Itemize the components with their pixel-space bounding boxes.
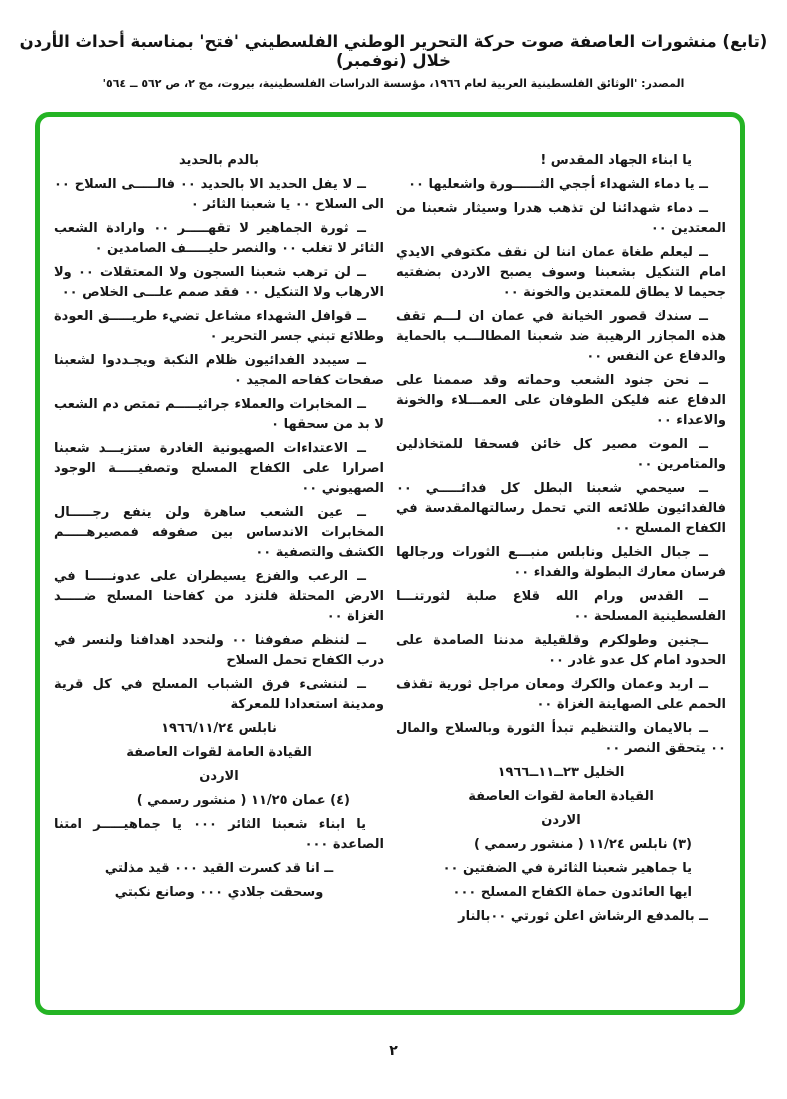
paragraph: ــ عين الشعب ساهرة ولن ينفع رجـــــال المخابرات الاندساس بين صفوفه فمصيرهـــــم الكشف والتصفية ٠٠ xyxy=(54,505,384,560)
paragraph: ــ لا يفل الحديد الا بالحديد ٠٠ فالـــــى السلاح ٠٠ الى السلاح ٠٠ يا شعبنا الثائر ٠ xyxy=(54,177,384,212)
left-column xyxy=(54,151,384,1010)
paragraph: ــ الاعتداءات الصهيونية الغادرة ستزيـــد شعبنا اصرارا على الكفاح المسلح وتصفيـــــة الوجود الصهيوني ٠٠ xyxy=(54,441,384,496)
paragraph: يا جماهير شعبنا الثائرة في الضفتين ٠٠ xyxy=(442,861,692,876)
paragraph: يا ابناء الجهاد المقدس ! xyxy=(540,153,692,168)
paragraph: ــ ليعلم طغاة عمان اننا لن نقف مكتوفي الايدي امام التنكيل بشعبنا وسوف يصبح الاردن بضفتيه جحيما لا يطاق للمعتدين والخونة ٠٠ xyxy=(396,245,726,300)
paragraph: ايها العائدون حماة الكفاح المسلح ٠٠٠ xyxy=(452,885,692,900)
paragraph: ــ بالايمان والتنظيم تبدأ الثورة وبالسلاح والمال ٠٠ يتحقق النصر ٠٠ xyxy=(396,721,726,756)
document-frame xyxy=(35,112,745,1015)
header-source: المصدر: 'الوثائق الفلسطينية العربية لعام ١٩٦٦، مؤسسة الدراسات الفلسطينية، بيروت، مج ٢، ص ٥٦٢ ــ ٥٦٤' xyxy=(102,77,685,90)
document-columns xyxy=(54,151,726,1010)
page-number: ٢ xyxy=(389,1043,398,1059)
right-column xyxy=(396,151,726,1010)
paragraph: ــ انا قد كسرت القيد ٠٠٠ قيد مذلتي xyxy=(104,861,334,876)
paragraph: القيادة العامة لقوات العاصفة xyxy=(468,789,654,804)
page-header xyxy=(0,32,787,90)
paragraph: ــجنين وطولكرم وقلقيلية مدننا الصامدة على الحدود امام كل عدو غادر ٠٠ xyxy=(396,633,726,668)
paragraph: الاردن xyxy=(199,769,239,784)
paragraph: ــ ثورة الجماهير لا تقهـــــر ٠٠ وارادة الشعب الثائر لا تغلب ٠٠ والنصر حليـــــف الصامدين ٠ xyxy=(54,221,384,256)
paragraph: الخليل ٢٣ــ١١ــ١٩٦٦ xyxy=(497,765,625,780)
paragraph: نابلس ١٩٦٦/١١/٢٤ xyxy=(161,721,277,736)
paragraph: ــ جبال الخليل ونابلس منبـــع الثورات ورجالها فرسان معارك البطولة والفداء ٠٠ xyxy=(396,545,726,580)
paragraph: ــ لن ترهب شعبنا السجون ولا المعتقلات ٠٠ ولا الارهاب ولا التنكيل ٠٠ فقد صمم علـــى الخلاص ٠٠ xyxy=(54,265,384,300)
paragraph: القيادة العامة لقوات العاصفة xyxy=(126,745,312,760)
paragraph: ــ نحن جنود الشعب وحماته وقد صممنا على الدفاع عنه فليكن الطوفان على العمـــلاء والخونة والاعداء ٠٠ xyxy=(396,373,726,428)
paragraph: (٣) نابلس ١١/٢٤ ( منشور رسمي ) xyxy=(473,837,692,852)
header-title: (تابع) منشورات العاصفة صوت حركة التحرير الوطني الفلسطيني 'فتح' بمناسبة أحداث الأردن خلال (نوفمبر) xyxy=(19,32,768,70)
paragraph: ــ بالمدفع الرشاش اعلن ثورتي ٠٠بالنار xyxy=(458,909,708,924)
paragraph: ــ قوافل الشهداء مشاعل تضيء طريـــــق العودة وطلائع تبني جسر التحرير ٠ xyxy=(54,309,384,344)
paragraph: ــ المخابرات والعملاء جراثيـــــم تمتص دم الشعب لا بد من سحقها ٠ xyxy=(54,397,384,432)
paragraph: (٤) عمان ١١/٢٥ ( منشور رسمي ) xyxy=(136,793,350,808)
paragraph: ــ الموت مصير كل خائن فسحقا للمتخاذلين والمتامرين ٠٠ xyxy=(396,437,726,472)
paragraph: ــ دماء شهدائنا لن تذهب هدرا وسيثار شعبنا من المعتدين ٠٠ xyxy=(396,201,726,236)
paragraph: ــ لننشىء فرق الشباب المسلح في كل قرية ومدينة استعدادا للمعركة xyxy=(54,677,384,712)
paragraph: يا ابناء شعبنا الثائر ٠٠٠ يا جماهيـــــر امتنا الصاعدة ٠٠٠ xyxy=(54,817,384,852)
paragraph: ــ يا دماء الشهداء أججي الثــــــورة واشعليها ٠٠ xyxy=(408,177,708,192)
paragraph: ــ القدس ورام الله قلاع صلبة لثورتنـــا الفلسطينية المسلحة ٠٠ xyxy=(396,589,726,624)
paragraph: وسحقت جلادي ٠٠٠ وصانع نكبتي xyxy=(114,885,324,900)
paragraph: ــ اربد وعمان والكرك ومعان مراجل ثورية تقذف الحمم على الصهاينة الغزاة ٠٠ xyxy=(396,677,726,712)
paragraph: بالدم بالحديد xyxy=(178,153,260,168)
paragraph: ــ الرعب والفزع يسيطران على عدونـــــا في الارض المحتلة فلنزد من كفاحنا المسلح ضـــــد الغزاة ٠٠ xyxy=(54,569,384,624)
paragraph: ــ سندك قصور الخيانة في عمان ان لـــم تقف هذه المجازر الرهيبة ضد شعبنا المطالـــب بالحماية والدفاع عن النفس ٠٠ xyxy=(396,309,726,364)
paragraph: ــ لننظم صفوفنا ٠٠ ولنحدد اهدافنا ولنسر في درب الكفاح تحمل السلاح xyxy=(54,633,384,668)
paragraph: ــ سيبدد الفدائيون ظلام النكبة ويجـددوا لشعبنا صفحات كفاحه المجيد ٠ xyxy=(54,353,384,388)
paragraph: ــ سيحمي شعبنا البطل كل فدائـــــي ٠٠ فالفدائيون طلائعه التي تحمل رسالتهالمقدسة في الكفاح المسلح ٠٠ xyxy=(396,481,726,536)
paragraph: الاردن xyxy=(541,813,581,828)
